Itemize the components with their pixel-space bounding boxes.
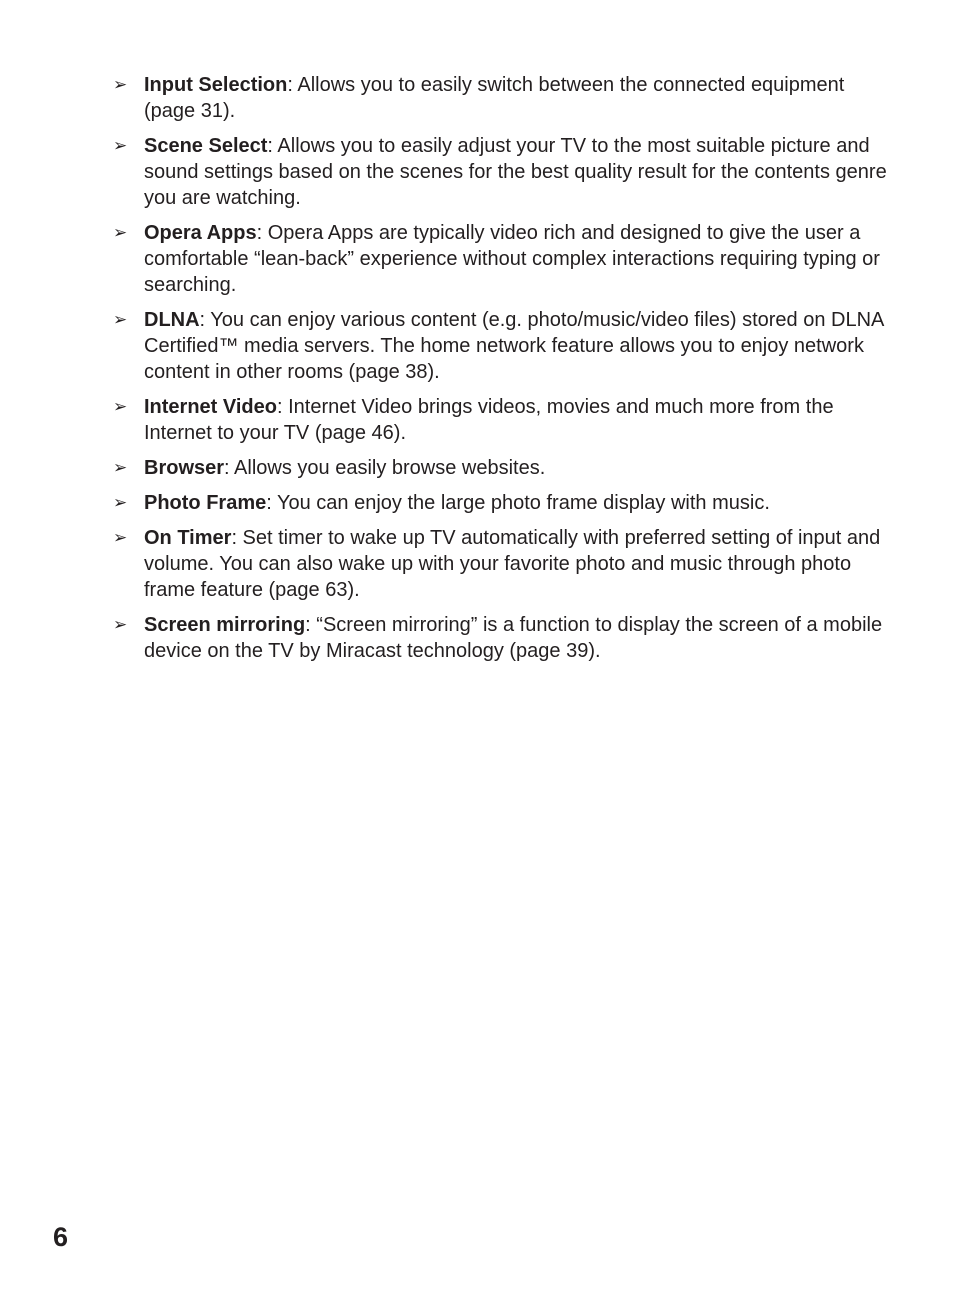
list-item-photo-frame: [113, 490, 893, 516]
item-text: [144, 525, 893, 603]
list-item-browser: [113, 455, 893, 481]
item-term: Browser: [144, 457, 225, 479]
item-description: : Allows you easily browse websites.: [224, 457, 546, 479]
item-text: [144, 455, 893, 481]
list-item-screen-mirroring: [113, 612, 893, 664]
arrow-bullet-icon: ➢: [113, 615, 128, 635]
item-term: Scene Select: [144, 135, 268, 157]
list-item-internet-video: [113, 394, 893, 446]
item-description: : Opera Apps are typically video rich and designed to give the user a comfortable “lean-back” experience without complex interactions requiring typing or searching.: [144, 222, 880, 296]
page-number: 6: [53, 1222, 69, 1252]
item-text: [144, 490, 893, 516]
arrow-bullet-icon: ➢: [113, 397, 128, 417]
arrow-bullet-icon: ➢: [113, 458, 128, 478]
item-description: : You can enjoy various content (e.g. photo/music/video files) stored on DLNA Certified™ media servers. The home network feature allows you to enjoy network content in other rooms (page 38).: [144, 309, 884, 383]
item-description: : Allows you to easily switch between the connected equipment (page 31).: [144, 74, 845, 122]
item-text: [144, 220, 893, 298]
item-text: [144, 394, 893, 446]
feature-list: [113, 72, 893, 673]
item-text: [144, 307, 893, 385]
item-description: : Internet Video brings videos, movies and much more from the Internet to your TV (page 46).: [144, 396, 834, 444]
item-description: : You can enjoy the large photo frame display with music.: [266, 492, 770, 514]
item-term: Opera Apps: [144, 222, 257, 244]
arrow-bullet-icon: ➢: [113, 310, 128, 330]
item-description: : “Screen mirroring” is a function to display the screen of a mobile device on the TV by Miracast technology (page 39).: [144, 614, 883, 662]
item-term: Photo Frame: [144, 492, 267, 514]
item-term: On Timer: [144, 527, 232, 549]
item-text: [144, 133, 893, 211]
item-text: [144, 612, 893, 664]
arrow-bullet-icon: ➢: [113, 223, 128, 243]
list-item-on-timer: [113, 525, 893, 603]
item-description: : Allows you to easily adjust your TV to the most suitable picture and sound settings based on the scenes for the best quality result for the contents genre you are watching.: [144, 135, 887, 209]
item-term: DLNA: [144, 309, 200, 331]
arrow-bullet-icon: ➢: [113, 75, 128, 95]
list-item-scene-select: [113, 133, 893, 211]
arrow-bullet-icon: ➢: [113, 528, 128, 548]
item-term: Screen mirroring: [144, 614, 306, 636]
arrow-bullet-icon: ➢: [113, 493, 128, 513]
list-item-dlna: [113, 307, 893, 385]
list-item-opera-apps: [113, 220, 893, 298]
list-item-input-selection: [113, 72, 893, 124]
item-description: : Set timer to wake up TV automatically with preferred setting of input and volume. You can also wake up with your favorite photo and music through photo frame feature (page 63).: [144, 527, 881, 601]
item-term: Input Selection: [144, 74, 288, 96]
item-term: Internet Video: [144, 396, 277, 418]
arrow-bullet-icon: ➢: [113, 136, 128, 156]
item-text: [144, 72, 893, 124]
